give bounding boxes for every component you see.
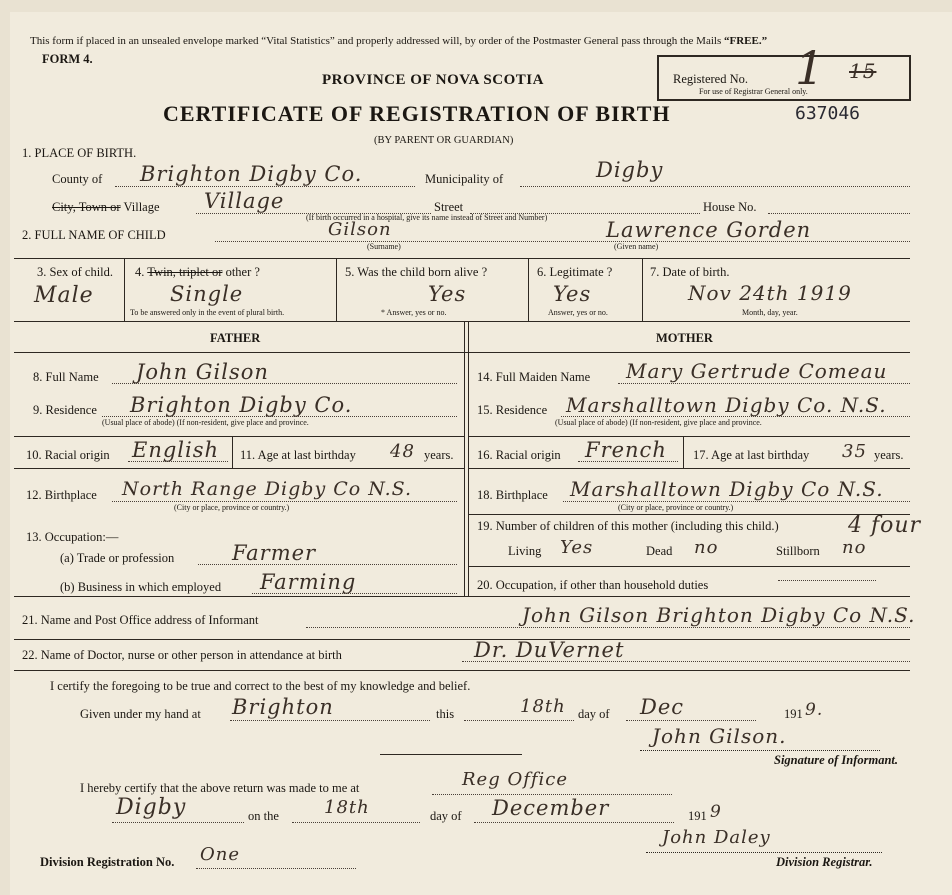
divider-4-5 [336, 258, 337, 321]
province-heading: PROVINCE OF NOVA SCOTIA [322, 72, 544, 88]
municipality-line [520, 186, 910, 187]
father-heading: FATHER [210, 331, 261, 345]
stillborn-value: no [842, 537, 867, 558]
mother-occupation-label: 20. Occupation, if other than household duties [477, 578, 709, 592]
child-surname: Gilson [328, 219, 392, 240]
father-age-unit: years. [424, 448, 454, 462]
registrar-year-prefix: 191 [688, 809, 707, 823]
plurality-note: To be answered only in the event of plural birth. [130, 308, 285, 317]
mother-residence-note: (Usual place of abode) (If non-resident, give place and province. [555, 418, 762, 427]
father-residence-label: 9. Residence [33, 403, 97, 417]
house-number-label: House No. [703, 200, 757, 214]
father-birthplace-line [112, 501, 457, 502]
doctor-label: 22. Name of Doctor, nurse or other person in attendance at birth [22, 648, 342, 662]
date-of-birth-note: Month, day, year. [742, 308, 798, 317]
divider-5-6 [528, 258, 529, 321]
municipality-label: Municipality of [425, 172, 504, 186]
registrar-year-value: 9 [710, 802, 722, 822]
child-given-name: Lawrence Gorden [606, 218, 812, 242]
born-alive-value: Yes [428, 282, 467, 306]
dead-value: no [694, 537, 719, 558]
village-value: Village [204, 189, 285, 213]
mother-rule-3 [468, 514, 910, 515]
sex-value: Male [34, 283, 94, 308]
given-place-value: Brighton [232, 695, 334, 719]
registrar-place-value: Reg Office [462, 769, 569, 790]
municipality-value: Digby [596, 158, 664, 182]
father-racial-divider [232, 436, 233, 468]
plurality-label-other: other ? [225, 265, 260, 279]
center-rule [380, 754, 522, 755]
trade-label: (a) Trade or profession [60, 551, 175, 565]
registrar-statement: I hereby certify that the above return was made to me at [80, 781, 360, 795]
division-value: One [200, 844, 241, 865]
born-alive-label: 5. Was the child born alive ? [345, 265, 488, 279]
registrar-place-line [432, 794, 672, 795]
business-value: Farming [260, 570, 357, 594]
form-number: FORM 4. [42, 52, 93, 66]
street-note: (If birth occurred in a hospital, give its name instead of Street and Number) [306, 213, 548, 222]
father-racial-value: English [132, 438, 220, 462]
registrar-town-line [112, 822, 244, 823]
street-label: Street [434, 200, 464, 214]
registered-label: Registered No. [673, 72, 748, 86]
dead-label: Dead [646, 544, 673, 558]
legitimate-note: Answer, yes or no. [548, 308, 608, 317]
house-number-line [768, 213, 910, 214]
mother-birthplace-value: Marshalltown Digby Co N.S. [570, 477, 884, 501]
certify-year-value: 9. [805, 700, 824, 720]
informant-signature-label: Signature of Informant. [774, 753, 898, 767]
certify-day-value: 18th [520, 696, 566, 717]
father-birthplace-note: (City or place, province or country.) [174, 503, 290, 512]
mother-birthplace-line [563, 501, 910, 502]
business-label: (b) Business in which employed [60, 580, 222, 594]
mother-racial-label: 16. Racial origin [477, 448, 561, 462]
postal-notice-text: This form if placed in an unsealed envelope marked “Vital Statistics” and properly addressed will, by order of the Postmaster General pass through the Mails [30, 35, 722, 47]
mother-racial-value: French [585, 438, 667, 462]
mother-name-line [618, 383, 910, 384]
rule-bottom-row3 [14, 321, 910, 322]
rule-doctor-bottom [14, 670, 910, 671]
rule-informant-top [14, 596, 910, 597]
this-label: this [436, 707, 455, 721]
mother-racial-divider [683, 436, 684, 468]
mother-age-unit: years. [874, 448, 904, 462]
father-residence-note: (Usual place of abode) (If non-resident, give place and province. [102, 418, 309, 427]
legitimate-label: 6. Legitimate ? [537, 265, 613, 279]
registered-struck: 15 [849, 59, 877, 83]
father-birthplace-value: North Range Digby Co N.S. [122, 478, 413, 500]
page-subtitle: (BY PARENT OR GUARDIAN) [374, 135, 514, 146]
mother-residence-value: Marshalltown Digby Co. N.S. [566, 393, 887, 417]
certify-year-prefix: 191 [784, 707, 803, 721]
mother-age-label: 17. Age at last birthday [693, 448, 810, 462]
living-label: Living [508, 544, 542, 558]
certify-month-value: Dec [640, 695, 685, 719]
father-name-label: 8. Full Name [33, 370, 99, 384]
father-racial-label: 10. Racial origin [26, 448, 110, 462]
registration-stamp: 637046 [795, 103, 861, 124]
plurality-struck: Twin, triplet or [147, 265, 223, 279]
registrar-on-label: on the [248, 809, 279, 823]
father-name-value: John Gilson [136, 360, 269, 384]
children-count-value: 4 four [848, 513, 922, 538]
registered-value: 1 [795, 41, 826, 95]
mother-birthplace-note: (City or place, province or country.) [618, 503, 734, 512]
father-rule-2 [14, 468, 464, 469]
stillborn-label: Stillborn [776, 544, 820, 558]
place-of-birth-heading: 1. PLACE OF BIRTH. [22, 146, 137, 160]
mother-occupation-line [778, 580, 876, 581]
city-town-struck: City, Town or [52, 200, 121, 214]
parents-divider [464, 321, 465, 596]
registered-note: For use of Registrar General only. [699, 87, 808, 96]
mother-rule-1 [468, 436, 910, 437]
registrar-town-value: Digby [116, 795, 187, 820]
father-birthplace-label: 12. Birthplace [26, 488, 97, 502]
date-of-birth-label: 7. Date of birth. [650, 265, 730, 279]
doctor-value: Dr. DuVernet [474, 638, 625, 662]
plurality-label [135, 265, 260, 279]
county-label: County of [52, 172, 103, 186]
village-label [52, 200, 160, 214]
mother-rule-4 [468, 566, 910, 567]
informant-signature-line [640, 750, 880, 751]
division-line [196, 868, 356, 869]
registrar-month-value: December [492, 796, 610, 820]
mother-heading: MOTHER [656, 331, 713, 345]
registrar-signature: John Daley [662, 827, 771, 848]
rule-top-row3 [14, 258, 910, 259]
mother-name-label: 14. Full Maiden Name [477, 370, 591, 384]
given-name-note: (Given name) [614, 242, 659, 251]
mother-name-value: Mary Gertrude Comeau [626, 359, 888, 383]
rule-heading [14, 352, 910, 353]
living-value: Yes [560, 537, 594, 558]
surname-note: (Surname) [367, 242, 401, 251]
division-label: Division Registration No. [40, 855, 175, 869]
mother-birthplace-label: 18. Birthplace [477, 488, 548, 502]
divider-3-4 [124, 258, 125, 321]
date-of-birth-value: Nov 24th 1919 [688, 281, 852, 305]
postal-notice [30, 34, 767, 48]
trade-value: Farmer [232, 541, 317, 565]
informant-label: 21. Name and Post Office address of Informant [22, 613, 259, 627]
certify-statement: I certify the foregoing to be true and correct to the best of my knowledge and belief. [50, 679, 471, 693]
registrar-month-line [474, 822, 674, 823]
postal-notice-free: “FREE.” [723, 35, 768, 47]
registrar-day-line [292, 822, 420, 823]
legitimate-value: Yes [553, 282, 592, 306]
county-value: Brighton Digby Co. [140, 162, 363, 186]
sex-label: 3. Sex of child. [37, 265, 114, 279]
child-name-label: 2. FULL NAME OF CHILD [22, 228, 166, 242]
mother-rule-2 [468, 468, 910, 469]
born-alive-note: * Answer, yes or no. [381, 308, 447, 317]
father-rule-1 [14, 436, 464, 437]
father-age-label: 11. Age at last birthday [240, 448, 356, 462]
children-count-label: 19. Number of children of this mother (including this child.) [477, 519, 779, 533]
page-title: CERTIFICATE OF REGISTRATION OF BIRTH [163, 101, 671, 126]
registrar-day-value: 18th [324, 797, 370, 818]
father-occupation-label: 13. Occupation:— [26, 530, 119, 544]
county-line [115, 186, 415, 187]
informant-line [306, 627, 910, 628]
village-label-text: Village [123, 200, 160, 214]
certify-day-line [464, 720, 574, 721]
rule-informant-bottom [14, 639, 910, 640]
parents-divider-inner [468, 321, 469, 596]
certify-month-line [626, 720, 756, 721]
father-residence-value: Brighton Digby Co. [130, 393, 353, 417]
certify-dayof-label: day of [578, 707, 610, 721]
mother-age-value: 35 [842, 441, 867, 462]
plurality-value: Single [170, 282, 244, 306]
plurality-label-number: 4. [135, 265, 145, 279]
divider-6-7 [642, 258, 643, 321]
given-under-label: Given under my hand at [80, 707, 201, 721]
informant-value: John Gilson Brighton Digby Co N.S. [522, 603, 916, 627]
informant-signature: John Gilson. [652, 724, 787, 748]
mother-residence-label: 15. Residence [477, 403, 548, 417]
given-place-line [230, 720, 430, 721]
registrar-signature-line [646, 852, 882, 853]
father-age-value: 48 [390, 441, 415, 462]
registrar-label: Division Registrar. [776, 855, 873, 869]
registrar-dayof-label: day of [430, 809, 462, 823]
